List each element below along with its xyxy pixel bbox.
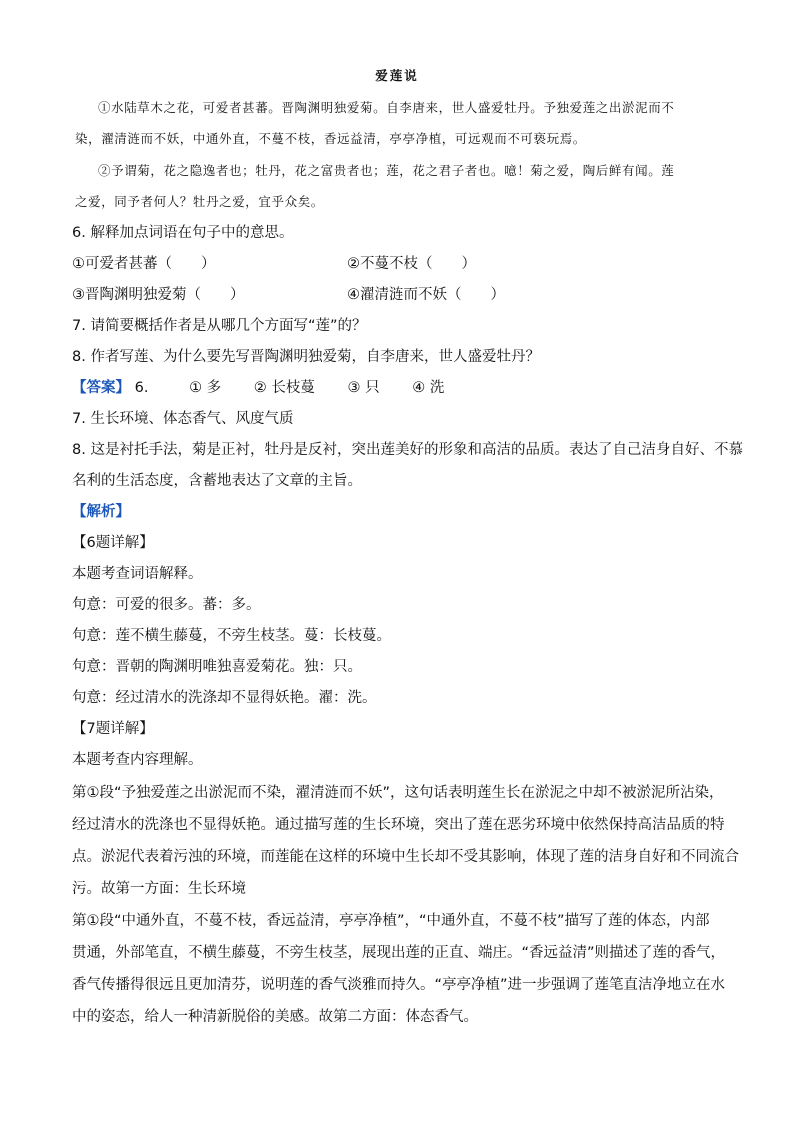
analysis-6-intro: 本题考查词语解释。 [72,566,203,582]
analysis-7-line: 第①段“予独爱莲之出淤泥而不染，濯清涟而不妖”，这句话表明莲生长在淤泥之中却不被淤泥所沾染， [72,785,724,801]
passage-p2-line2: 之爱，同予者何人？牡丹之爱，宜乎众矣。 [75,194,324,209]
answer-6-row [72,378,472,398]
answer-6-prefix: 6. [134,380,149,396]
passage-p1-line2: 染，濯清涟而不妖，中通外直，不蔓不枝，香远益清，亭亭净植，可远观而不可亵玩焉。 [75,131,586,146]
q6-item-4: ④濯清涟而不妖（ ） [347,287,505,303]
answer-7: 7. 生长环境、体态香气、风度气质 [72,411,294,427]
answer-6-item-3: ③ 只 [347,380,380,396]
analysis-7-intro: 本题考查内容理解。 [72,752,203,768]
question-6-row1 [72,254,476,274]
q6-item-1: ①可爱者甚蕃（ ） [72,256,216,272]
answer-label: 【答案】 [72,380,130,396]
question-7: 7. 请简要概括作者是从哪几个方面写“莲”的？ [72,318,367,334]
passage-p1-line1: ①水陆草木之花，可爱者甚蕃。晋陶渊明独爱菊。自李唐来，世人盛爱牡丹。予独爱莲之出淤泥而不 [98,100,675,115]
question-6-row2 [72,285,505,305]
analysis-label: 【解析】 [72,504,130,520]
question-8: 8. 作者写莲、为什么要先写晋陶渊明独爱菊，自李唐来，世人盛爱牡丹？ [72,349,540,365]
analysis-7-line: 污。故第一方面：生长环境 [72,881,246,897]
answer-6-item-2: ② 长枝蔓 [253,380,315,396]
analysis-6-heading: 【6题详解】 [72,535,154,551]
passage-p2-line1: ②予谓菊，花之隐逸者也；牡丹，花之富贵者也；莲，花之君子者也。噫！菊之爱，陶后鲜有闻。莲 [98,163,675,178]
question-6: 6. 解释加点词语在句子中的意思。 [72,225,294,241]
analysis-6-line: 句意：经过清水的洗涤却不显得妖艳。濯：洗。 [72,690,377,706]
analysis-7-heading: 【7题详解】 [72,721,154,737]
analysis-7-line: 第①段“中通外直，不蔓不枝，香远益清，亭亭净植”，“中通外直，不蔓不枝”描写了莲的体态，内部 [72,913,710,929]
answer-6-item-4: ④ 洗 [412,380,445,396]
analysis-7-line: 中的姿态，给人一种清新脱俗的美感。故第二方面：体态香气。 [72,1009,478,1025]
answer-8-line1: 8. 这是衬托手法，菊是正衬，牡丹是反衬，突出莲美好的形象和高洁的品质。表达了自己洁身自好、不慕 [72,442,743,458]
passage-title: 爱莲说 [375,68,419,83]
analysis-6-line: 句意：可爱的很多。蕃：多。 [72,597,261,613]
q6-item-2: ②不蔓不枝（ ） [347,256,476,272]
q6-item-3: ③晋陶渊明独爱菊（ ） [72,287,245,303]
analysis-7-line: 香气传播得很远且更加清芬，说明莲的香气淡雅而持久。“亭亭净植”进一步强调了莲笔直洁净地立在水 [72,977,726,993]
answer-6-item-1: ① 多 [189,380,222,396]
analysis-7-line: 贯通，外部笔直，不横生藤蔓，不旁生枝茎，展现出莲的正直、端庄。“香远益清”则描述了莲的香气， [72,945,726,961]
analysis-7-line: 经过清水的洗涤也不显得妖艳。通过描写莲的生长环境，突出了莲在恶劣环境中依然保持高洁品质的特 [72,817,725,833]
analysis-6-line: 句意：晋朝的陶渊明唯独喜爱菊花。独：只。 [72,659,362,675]
answer-8-line2: 名利的生活态度，含蓄地表达了文章的主旨。 [72,473,362,489]
analysis-7-line: 点。淤泥代表着污浊的环境，而莲能在这样的环境中生长却不受其影响，体现了莲的洁身自好和不同流合 [72,849,739,865]
analysis-6-line: 句意：莲不横生藤蔓，不旁生枝茎。蔓：长枝蔓。 [72,628,391,644]
